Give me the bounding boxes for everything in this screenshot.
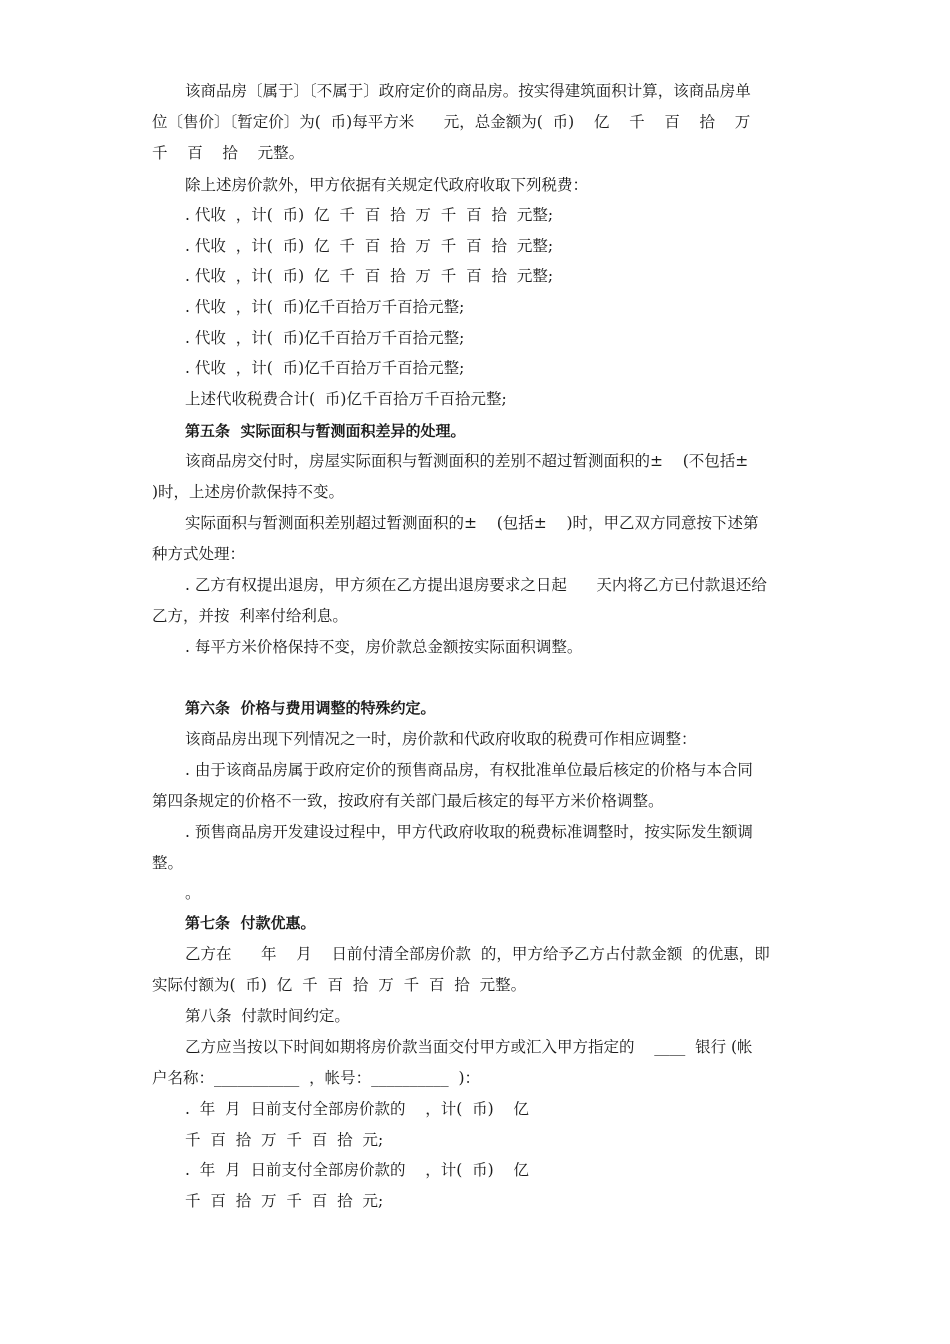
paragraph-line: 乙方在 年 月 日前付清全部房价款 的，甲方给予乙方占付款金额 的优惠，即 [185, 945, 770, 963]
paragraph-line: 除上述房价款外，甲方依据有关规定代政府收取下列税费： [185, 176, 589, 194]
section-heading: 第八条 付款时间约定。 [185, 1007, 350, 1025]
list-item: . 代收 ，计( 币) 亿 千 百 拾 万 千 百 拾 元整; [185, 267, 554, 285]
list-item: . 每平方米价格保持不变，房价款总金额按实际面积调整。 [185, 638, 583, 656]
paragraph-line: 整。 [152, 854, 184, 872]
paragraph-line: 乙方应当按以下时间如期将房价款当面交付甲方或汇入甲方指定的 ____ 银行 (帐 [185, 1038, 753, 1056]
paragraph-line: 实际付额为( 币) 亿 千 百 拾 万 千 百 拾 元整。 [152, 976, 527, 994]
paragraph-line: 千 百 拾 万 千 百 拾 元; [185, 1192, 384, 1210]
paragraph-line: 千 百 拾 元整。 [152, 144, 305, 162]
list-item: . 代收 ，计( 币) 亿 千 百 拾 万 千 百 拾 元整; [185, 237, 554, 255]
paragraph-line: 乙方，并按 利率付给利息。 [152, 607, 348, 625]
paragraph-line: )时，上述房价款保持不变。 [152, 483, 345, 501]
paragraph-line: 该商品房出现下列情况之一时，房价款和代政府收取的税费可作相应调整： [185, 730, 697, 748]
list-item: . 由于该商品房属于政府定价的预售商品房，有权批准单位最后核定的价格与本合同 [185, 761, 753, 779]
list-item: . 年 月 日前支付全部房价款的 ，计( 币) 亿 [185, 1161, 529, 1179]
paragraph-line: 第四条规定的价格不一致，按政府有关部门最后核定的每平方米价格调整。 [152, 792, 664, 810]
section-heading: 第五条 实际面积与暂测面积差异的处理。 [185, 422, 466, 440]
paragraph-line: 种方式处理： [152, 545, 246, 563]
paragraph-line: 户名称：___________ ，帐号：__________ )： [152, 1069, 481, 1087]
list-item: . 年 月 日前支付全部房价款的 ，计( 币) 亿 [185, 1100, 529, 1118]
list-item: . 乙方有权提出退房，甲方须在乙方提出退房要求之日起 天内将乙方已付款退还给 [185, 576, 767, 594]
paragraph-line: 千 百 拾 万 千 百 拾 元; [185, 1131, 384, 1149]
paragraph-line: 实际面积与暂测面积差别超过暂测面积的± (包括± )时，甲乙双方同意按下述第 [185, 514, 759, 532]
list-item: . 代收 ，计( 币)亿千百拾万千百拾元整; [185, 329, 465, 347]
list-item: . 预售商品房开发建设过程中，甲方代政府收取的税费标准调整时，按实际发生额调 [185, 823, 753, 841]
paragraph-line: 。 [185, 884, 201, 902]
section-heading: 第六条 价格与费用调整的特殊约定。 [185, 699, 436, 717]
paragraph-line: 位〔售价〕〔暂定价〕为( 币)每平方米 元，总金额为( 币) 亿 千 百 拾 万 [152, 113, 751, 131]
paragraph-line: 该商品房〔属于〕〔不属于〕政府定价的商品房。按实得建筑面积计算，该商品房单 [185, 82, 751, 100]
section-heading: 第七条 付款优惠。 [185, 914, 316, 932]
paragraph-line: 该商品房交付时，房屋实际面积与暂测面积的差别不超过暂测面积的± (不包括± [185, 452, 749, 470]
list-item: . 代收 ，计( 币) 亿 千 百 拾 万 千 百 拾 元整; [185, 206, 554, 224]
paragraph-line: 上述代收税费合计( 币)亿千百拾万千百拾元整; [185, 390, 507, 408]
list-item: . 代收 ，计( 币)亿千百拾万千百拾元整; [185, 298, 465, 316]
list-item: . 代收 ，计( 币)亿千百拾万千百拾元整; [185, 359, 465, 377]
